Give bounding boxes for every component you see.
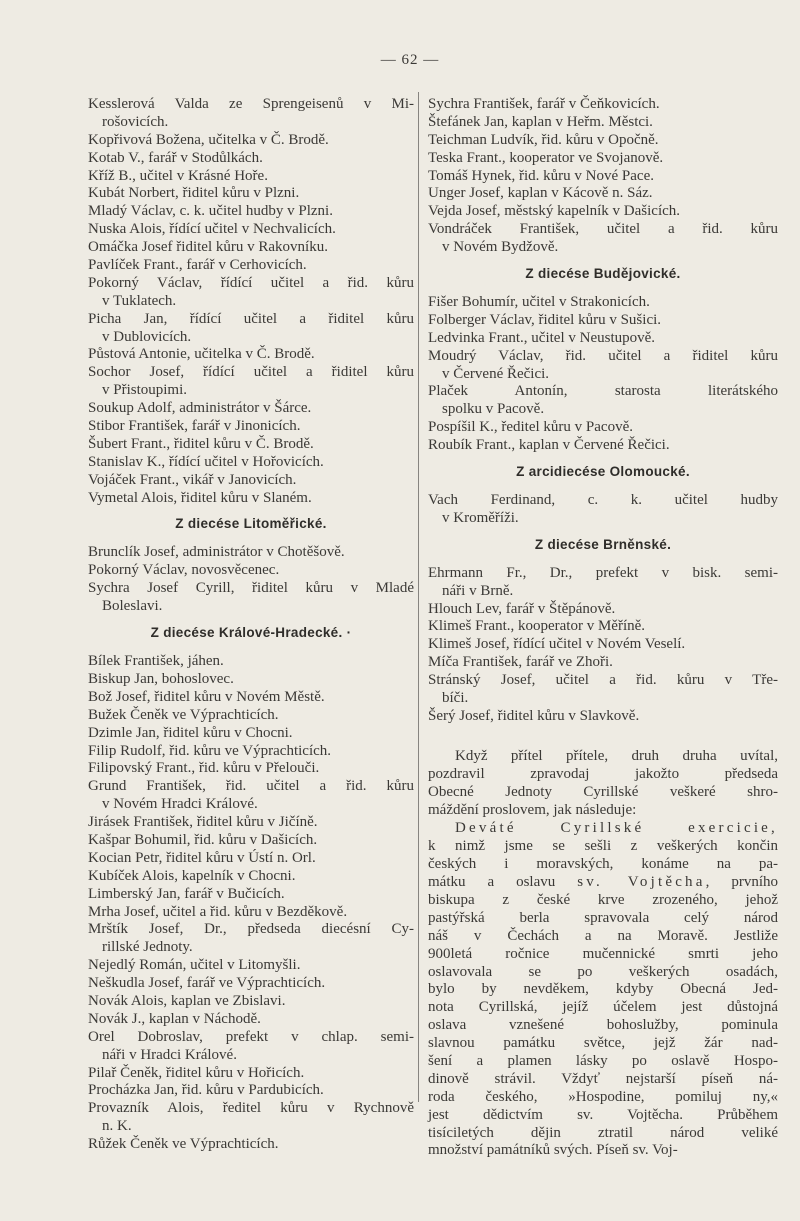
text-line: Klimeš Frant., kooperator v Měříně.	[428, 618, 646, 635]
text-line: Bužek Čeněk ve Výprachticích.	[88, 706, 279, 723]
list-entry	[88, 203, 414, 221]
text-line: Sochor Josef, řídící učitel a řiditel kůru	[88, 364, 414, 381]
text-line	[428, 802, 778, 820]
text-line: Kříž B., učitel v Krásné Hoře.	[88, 167, 268, 184]
text-segment: pastýřská berla spravovala celý národ	[428, 909, 778, 926]
list-entry	[428, 601, 778, 619]
list-entry	[428, 294, 778, 312]
section-heading: Z diecése Králové-Hradecké. ·	[150, 625, 352, 641]
text-line	[428, 1089, 778, 1107]
text-line: Kopřivová Božena, učitelka v Č. Brodě.	[88, 131, 329, 148]
text-line	[428, 999, 778, 1017]
text-line	[428, 1071, 778, 1089]
text-line: Novák Alois, kaplan ve Zbislavi.	[88, 992, 286, 1009]
text-line	[428, 892, 778, 910]
text-line: Bílek František, jáhen.	[88, 653, 224, 670]
text-line: Jirásek František, řiditel kůru v Jičíně.	[88, 814, 318, 831]
text-line: Vojáček Frant., vikář v Janovicích.	[88, 471, 297, 488]
list-entry	[88, 1029, 414, 1065]
list-entry	[428, 419, 778, 437]
text-line: Teichman Ludvík, řid. kůru v Opočně.	[428, 131, 659, 148]
list-entry	[88, 1011, 414, 1029]
text-line: Štefánek Jan, kaplan v Heřm. Městci.	[428, 113, 653, 130]
left-column	[88, 96, 414, 1154]
list-entry	[88, 707, 414, 725]
list-entry	[88, 400, 414, 418]
text-line: rillské Jednoty.	[102, 939, 193, 956]
text-line: Neškudla Josef, farář ve Výprachticích.	[88, 975, 326, 992]
list-entry	[88, 185, 414, 203]
text-line: Stibor František, farář v Jinonicích.	[88, 418, 301, 435]
list-entry	[88, 868, 414, 886]
text-line: rošovicích.	[102, 113, 169, 130]
list-entry	[88, 544, 414, 562]
right-column	[428, 96, 778, 1160]
list-entry	[88, 1136, 414, 1154]
list-entry	[88, 689, 414, 707]
list-entry	[88, 993, 414, 1011]
text-segment: 900letá ročnice mučennické smrti jeho	[428, 945, 778, 962]
list-entry	[428, 132, 778, 150]
section-heading: Z diecése Brněnské.	[534, 536, 672, 552]
text-segment: Obecné Jednoty Cyrillské veškeré shro-	[428, 783, 778, 800]
list-entry	[88, 832, 414, 850]
section-heading: Z arcidiecése Olomoucké.	[516, 464, 690, 480]
text-line	[428, 856, 778, 874]
list-entry	[88, 454, 414, 472]
text-segment: jest dědictvím sv. Vojtěcha. Průběhem	[428, 1106, 778, 1123]
text-line: Fišer Bohumír, učitel v Strakonicích.	[428, 294, 650, 311]
list-entry	[88, 778, 414, 814]
text-line	[428, 1142, 778, 1160]
page-number: — 62 —	[380, 52, 440, 68]
text-line: Půstová Antonie, učitelka v Č. Brodě.	[88, 346, 315, 363]
text-line: Pilař Čeněk, řiditel kůru v Hořicích.	[88, 1064, 305, 1081]
list-entry	[428, 203, 778, 221]
text-segment: k nimž jsme se sešli z veškerých končin	[428, 838, 778, 855]
list-entry	[428, 348, 778, 384]
list-entry	[428, 708, 778, 726]
text-line: Sychra Josef Cyrill, řiditel kůru v Mladé	[88, 580, 414, 597]
list-entry	[428, 96, 778, 114]
text-line: Klimeš Josef, řídící učitel v Novém Veselí.	[428, 636, 686, 653]
list-entry	[88, 150, 414, 168]
text-line: Omáčka Josef řiditel kůru v Rakovníku.	[88, 239, 328, 256]
list-entry	[88, 886, 414, 904]
list-entry	[88, 472, 414, 490]
text-line: Provazník Alois, ředitel kůru v Rychnově	[88, 1100, 414, 1117]
list-entry	[428, 636, 778, 654]
text-line: Kesslerová Valda ze Sprengeisenů v Mi-	[88, 96, 414, 112]
text-segment: českých i moravských, konáme na pa-	[428, 856, 778, 873]
text-line: v Novém Bydžově.	[442, 239, 559, 256]
list-entry	[88, 653, 414, 671]
list-entry	[88, 562, 414, 580]
text-line: Roubík Frant., kaplan v Červené Řečici.	[428, 437, 670, 454]
text-line: Mrha Josef, učitel a řid. kůru v Bezděkově.	[88, 903, 348, 920]
text-line: Teska Frant., kooperator ve Svojanově.	[428, 149, 664, 166]
list-entry	[428, 565, 778, 601]
text-line: Vejda Josef, městský kapelník v Dašicích.	[428, 203, 681, 220]
list-entry	[428, 168, 778, 186]
text-line	[428, 874, 778, 892]
list-entry	[428, 654, 778, 672]
text-segment: máždění proslovem, jak následuje:	[428, 801, 637, 818]
list-entry	[88, 221, 414, 239]
paragraph	[428, 820, 778, 1160]
text-line: v Kroměříži.	[442, 509, 519, 526]
list-entry	[428, 618, 778, 636]
text-line: Hlouch Lev, farář v Štěpánově.	[428, 600, 616, 617]
text-segment: pozdravil zpravodaj jakožto předseda	[428, 765, 778, 782]
text-segment: množství památníků svých. Píseň sv. Voj-	[428, 1142, 678, 1159]
text-line: Kašpar Bohumil, řid. kůru v Dašicích.	[88, 831, 318, 848]
text-line: Ledvinka Frant., učitel v Neustupově.	[428, 329, 656, 346]
text-segment: nota Cyrillská, jejíž účelem jest důstojná	[428, 999, 778, 1016]
list-entry	[88, 168, 414, 186]
text-line: Boleslavi.	[102, 598, 163, 615]
text-line: Vondráček František, učitel a řid. kůru	[428, 221, 778, 238]
text-line: Mladý Václav, c. k. učitel hudby v Plzni.	[88, 203, 333, 220]
text-line: Šerý Josef, řiditel kůru v Slavkově.	[428, 707, 640, 724]
text-line: v Tuklatech.	[102, 292, 177, 309]
text-line	[428, 766, 778, 784]
text-line: Orel Dobroslav, prefekt v chlap. semi-	[88, 1028, 414, 1045]
text-line: n. K.	[102, 1118, 132, 1135]
text-line: Nejedlý Román, učitel v Litomyšli.	[88, 957, 301, 974]
text-segment: sv. Vojtěcha	[577, 874, 706, 891]
text-segment: dinově strávil. Vždyť nejstarší píseň ná-	[428, 1070, 778, 1087]
list-entry	[88, 1100, 414, 1136]
text-line: Kocian Petr, řiditel kůru v Ústí n. Orl.	[88, 849, 316, 866]
text-line	[428, 1053, 778, 1071]
text-line: Kotab V., farář v Stodůlkách.	[88, 149, 263, 166]
text-segment: roda českého, »Hospodine, pomiluj ny,«	[428, 1088, 778, 1105]
text-line	[428, 946, 778, 964]
column-divider	[418, 92, 419, 1102]
list-entry	[428, 312, 778, 330]
list-entry	[428, 383, 778, 419]
text-line: Nuska Alois, řídící učitel v Nechvalicích.	[88, 221, 336, 238]
text-line: Sychra František, farář v Čeňkovicích.	[428, 96, 660, 112]
text-line	[428, 981, 778, 999]
text-segment: bylo by nevděkem, kdyby Obecná Jed-	[428, 981, 778, 998]
text-line: Vymetal Alois, řiditel kůru v Slaném.	[88, 489, 312, 506]
list-entry	[428, 221, 778, 257]
text-line: Míča František, farář ve Zhoři.	[428, 654, 613, 671]
text-line: Bož Josef, řiditel kůru v Novém Městě.	[88, 688, 325, 705]
text-line: náři v Hradci Králové.	[102, 1046, 237, 1063]
text-line	[428, 784, 778, 802]
text-segment: slavnou památku světce, jejž žár nad-	[428, 1035, 778, 1052]
list-entry	[88, 671, 414, 689]
text-line: Procházka Jan, řid. kůru v Pardubicích.	[88, 1082, 324, 1099]
text-line: Kubíček Alois, kapelník v Chocni.	[88, 867, 296, 884]
list-entry	[88, 257, 414, 275]
text-segment: biskupa z české krve zrozeného, jehož	[428, 891, 778, 908]
list-entry	[88, 311, 414, 347]
text-line	[428, 820, 778, 838]
text-segment: oslava vznešené bohoslužby, pominula	[428, 1017, 778, 1034]
text-line: Stanislav K., řídící učitel v Hořovicích.	[88, 453, 324, 470]
list-entry	[88, 1065, 414, 1083]
paragraph	[428, 748, 778, 820]
text-line	[428, 1125, 778, 1143]
list-entry	[88, 725, 414, 743]
text-line: Brunclík Josef, administrátor v Chotěšově.	[88, 544, 345, 561]
text-line: Filipovský Frant., řid. kůru v Přelouči.	[88, 760, 320, 777]
text-line: Růžek Čeněk ve Výprachticích.	[88, 1136, 279, 1153]
list-entry	[88, 96, 414, 132]
text-line: Šubert Frant., řiditel kůru v Č. Brodě.	[88, 435, 314, 452]
text-line: Tomáš Hynek, řid. kůru v Nové Pace.	[428, 167, 654, 184]
text-segment: Deváté Cyrillské exercicie,	[455, 820, 778, 837]
text-line	[428, 928, 778, 946]
list-entry	[428, 492, 778, 528]
text-line: Ehrmann Fr., Dr., prefekt v bisk. semi-	[428, 564, 778, 581]
list-entry	[88, 239, 414, 257]
text-line	[428, 910, 778, 928]
text-line: náři v Brně.	[442, 582, 514, 599]
list-entry	[88, 975, 414, 993]
text-line: Pokorný Václav, novosvěcenec.	[88, 562, 280, 579]
list-entry	[88, 490, 414, 508]
text-segment: náš v Čechách a na Moravě. Jestliže	[428, 927, 778, 944]
text-line: v Novém Hradci Králové.	[102, 796, 258, 813]
text-line: Novák J., kaplan v Náchodě.	[88, 1010, 261, 1027]
text-segment: šení a plamen lásky po oslavě Hospo-	[428, 1052, 778, 1069]
text-line	[428, 748, 778, 766]
text-segment: tisíciletých dějin ztratil národ veliké	[428, 1124, 778, 1141]
text-line: Folberger Václav, řiditel kůru v Sušici.	[428, 311, 662, 328]
text-line: bíči.	[442, 690, 469, 707]
list-entry	[428, 437, 778, 455]
text-line: v Dublovicích.	[102, 328, 192, 345]
list-entry	[88, 364, 414, 400]
list-entry	[428, 185, 778, 203]
list-entry	[88, 580, 414, 616]
list-entry	[88, 418, 414, 436]
text-line: Mrštík Josef, Dr., předseda diecésní Cy-	[88, 921, 414, 938]
text-line: Stránský Josef, učitel a řid. kůru v Tře-	[428, 672, 778, 689]
text-line: Grund František, řid. učitel a řid. kůru	[88, 778, 414, 795]
text-segment: Když přítel přítele, druh druha uvítal,	[455, 747, 778, 764]
list-entry	[88, 346, 414, 364]
list-entry	[88, 760, 414, 778]
list-entry	[88, 814, 414, 832]
list-entry	[428, 150, 778, 168]
text-line: Moudrý Václav, řid. učitel a řiditel kůru	[428, 347, 778, 364]
section-heading: Z diecése Litoměřické.	[175, 516, 327, 532]
list-entry	[88, 904, 414, 922]
text-line	[428, 1035, 778, 1053]
text-line: Pavlíček Frant., farář v Cerhovicích.	[88, 257, 307, 274]
text-line: v Přistoupimi.	[102, 382, 188, 399]
text-segment: , prvního	[705, 874, 778, 891]
text-line: Kubát Norbert, řiditel kůru v Plzni.	[88, 185, 300, 202]
text-line: Pospíšil K., ředitel kůru v Pacově.	[428, 419, 633, 436]
list-entry	[88, 957, 414, 975]
text-line	[428, 964, 778, 982]
list-entry	[88, 132, 414, 150]
list-entry	[88, 275, 414, 311]
text-line	[428, 1017, 778, 1035]
text-line: Filip Rudolf, řid. kůru ve Výprachticích.	[88, 742, 332, 759]
text-line	[428, 838, 778, 856]
text-line: Unger Josef, kaplan v Kácově n. Sáz.	[428, 185, 653, 202]
text-line: Limberský Jan, farář v Bučicích.	[88, 885, 285, 902]
text-line: Pokorný Václav, řídící učitel a řid. kůru	[88, 274, 414, 291]
text-line: Soukup Adolf, administrátor v Šárce.	[88, 400, 312, 417]
list-entry	[428, 672, 778, 708]
text-line: Biskup Jan, bohoslovec.	[88, 670, 234, 687]
list-entry	[88, 921, 414, 957]
text-line: v Červené Řečici.	[442, 365, 550, 382]
list-entry	[88, 1082, 414, 1100]
list-entry	[88, 850, 414, 868]
text-line: spolku v Pacově.	[442, 401, 545, 418]
text-line	[428, 1107, 778, 1125]
text-line: Vach Ferdinand, c. k. učitel hudby	[428, 492, 778, 509]
list-entry	[428, 330, 778, 348]
list-entry	[88, 743, 414, 761]
text-line: Dzimle Jan, řiditel kůru v Chocni.	[88, 724, 293, 741]
text-segment: mátku a oslavu	[428, 874, 578, 891]
list-entry	[88, 436, 414, 454]
section-heading: Z diecése Budějovické.	[525, 266, 681, 282]
text-line: Picha Jan, řídící učitel a řiditel kůru	[88, 310, 414, 327]
text-line: Plaček Antonín, starosta literátského	[428, 383, 778, 400]
text-segment: oslavovala se po veškerých osadách,	[428, 963, 778, 980]
list-entry	[428, 114, 778, 132]
